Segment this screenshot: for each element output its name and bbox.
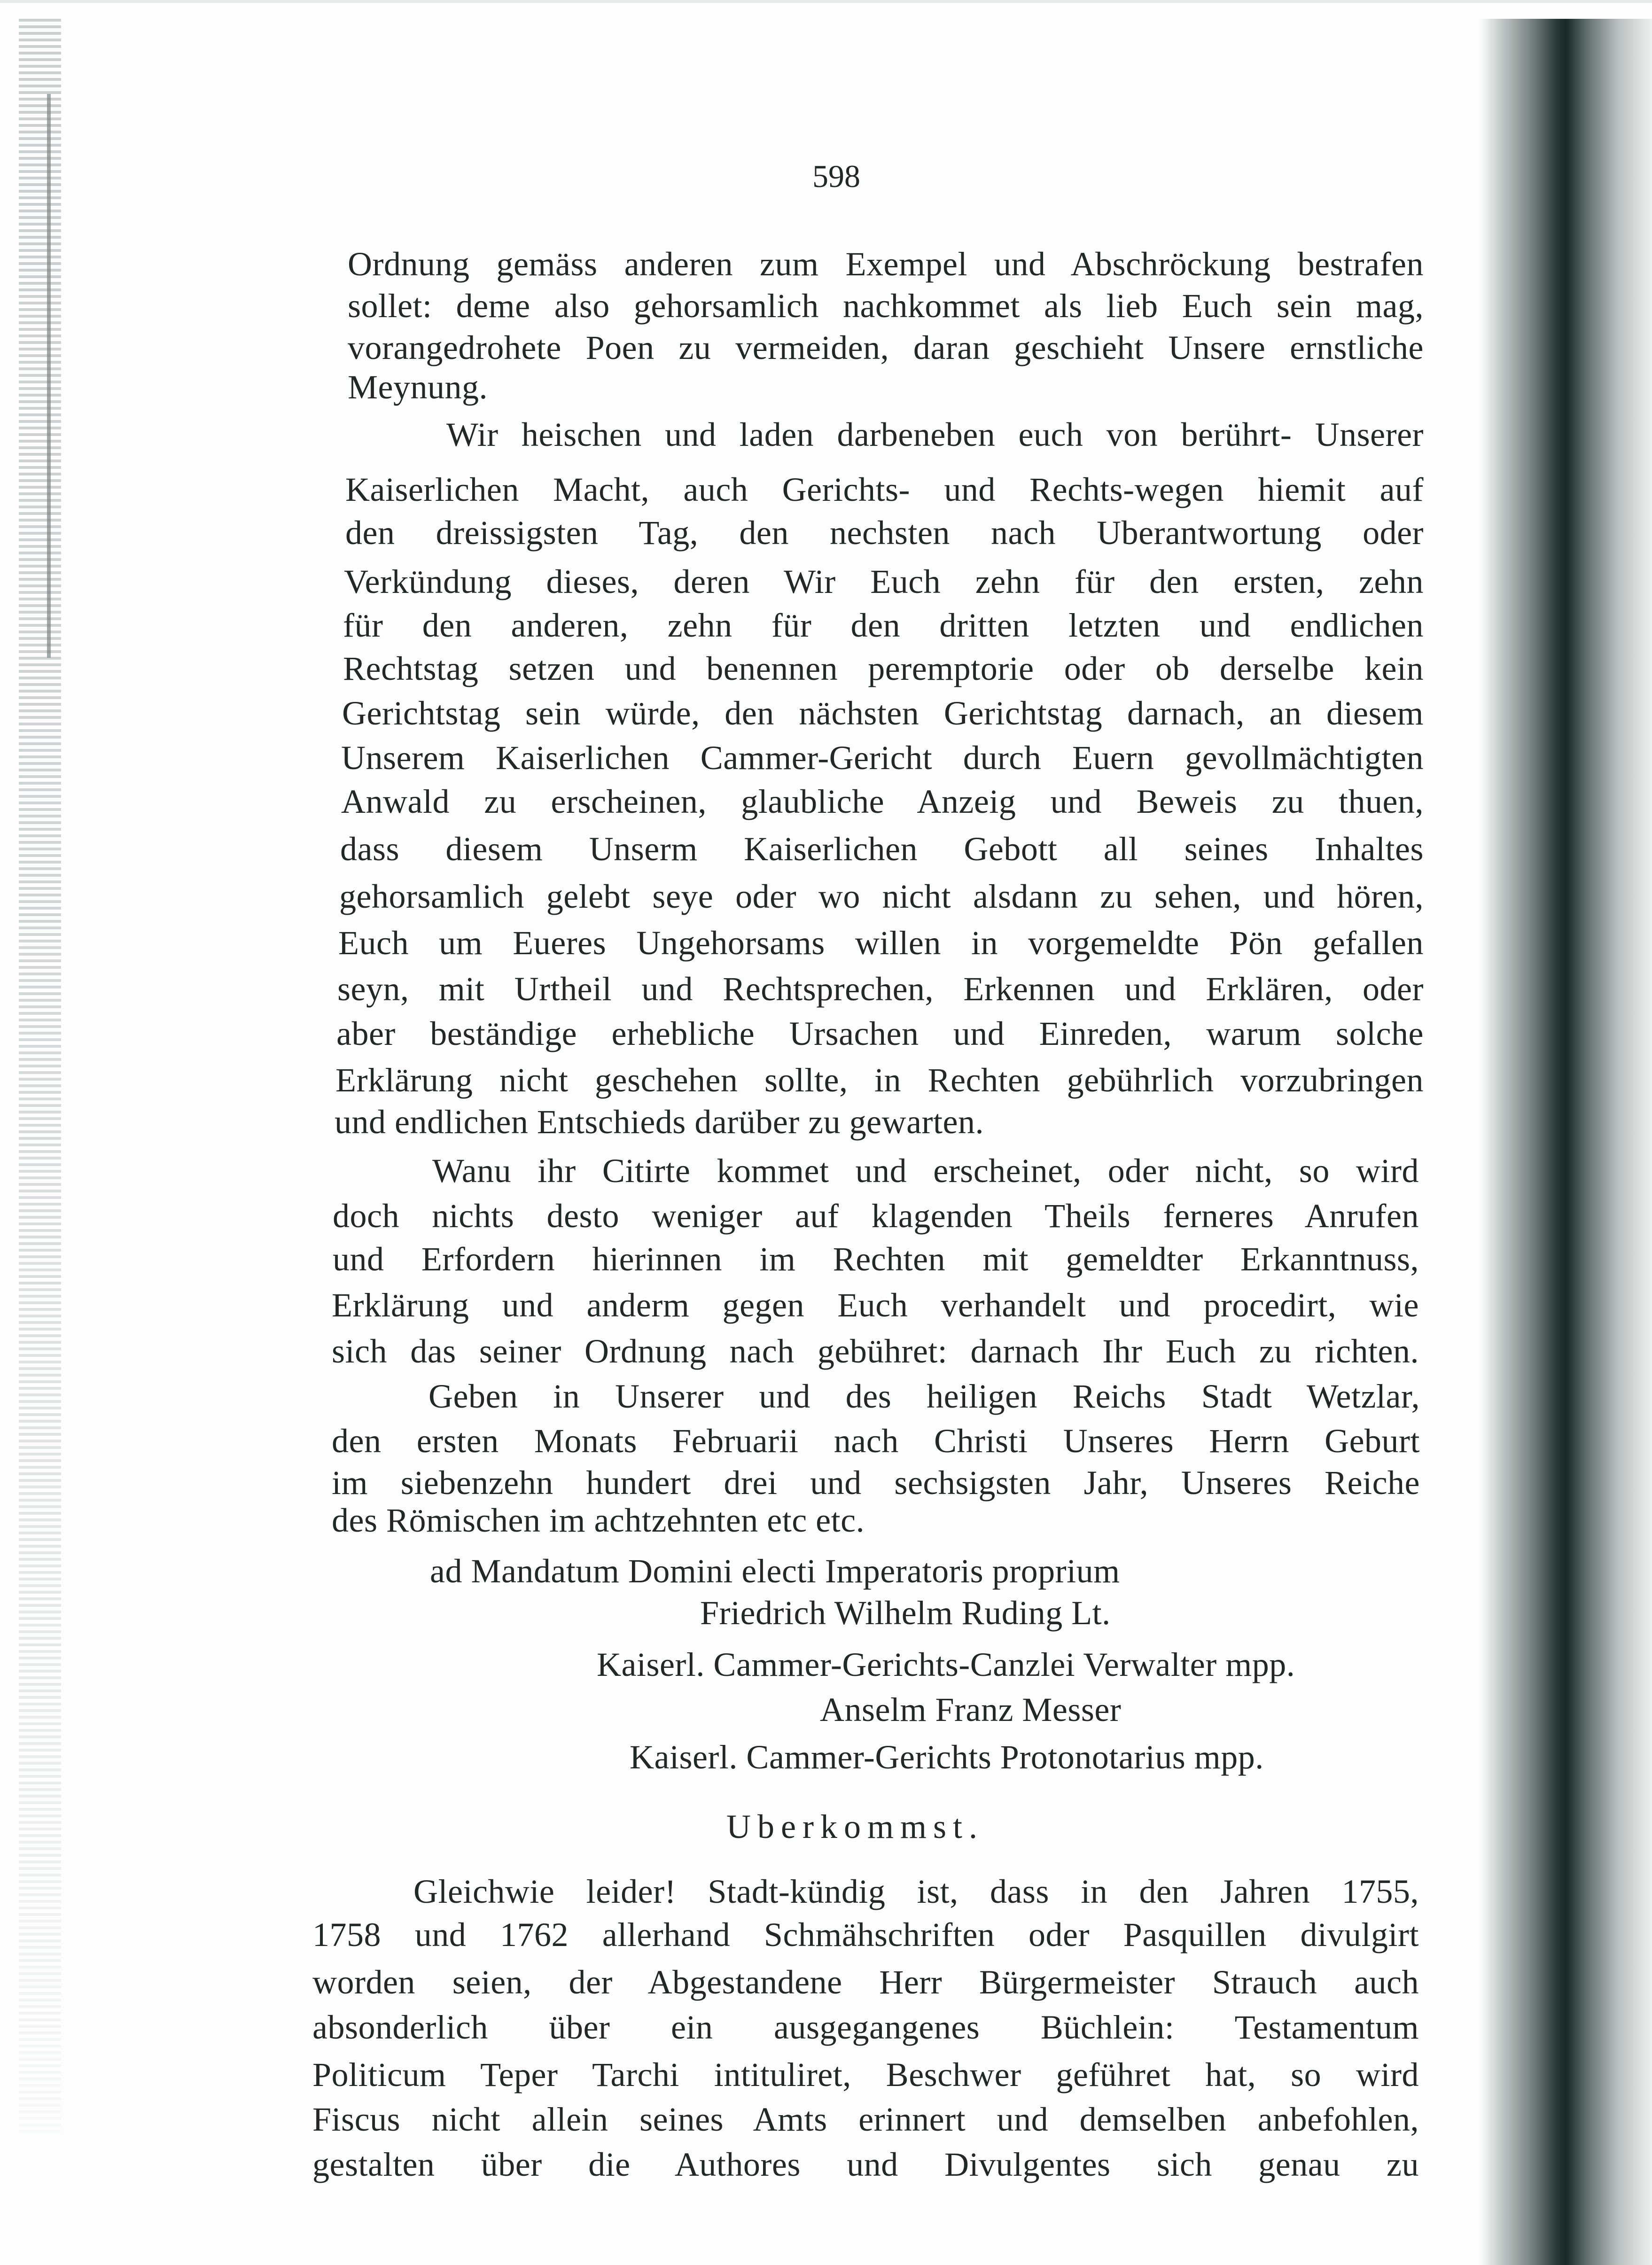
text-line: seyn, mit Urtheil und Rechtsprechen, Erkennen und Erklären, oder <box>337 970 1424 1008</box>
book-spine-shadow <box>1480 19 1652 2265</box>
left-gutter-bleed-through <box>19 19 61 2133</box>
text-line: Kaiserlichen Macht, auch Gerichts- und Rechts-wegen hiemit auf <box>345 471 1424 508</box>
text-line: für den anderen, zehn für den dritten letzten und endlichen <box>343 607 1424 644</box>
page-number: 598 <box>812 158 860 194</box>
text-line: aber beständige erhebliche Ursachen und Einreden, warum solche <box>336 1015 1424 1052</box>
text-line: Anwald zu erscheinen, glaubliche Anzeig und Beweis zu thuen, <box>341 783 1424 820</box>
text-line: absonderlich über ein ausgegangenes Büchlein: Testamentum <box>312 2008 1419 2046</box>
text-line: Gerichtstag sein würde, den nächsten Gerichtstag darnach, an diesem <box>342 694 1424 732</box>
mandate-line: ad Mandatum Domini electi Imperatoris proprium <box>430 1552 1120 1590</box>
signer-2-name: Anselm Franz Messer <box>820 1691 1122 1728</box>
text-line: dass diesem Unserm Kaiserlichen Gebott all seines Inhaltes <box>340 830 1424 868</box>
section-heading: Uberkommst. <box>726 1808 984 1845</box>
text-line: Wir heischen und laden darbeneben euch von berührt- Unserer <box>446 416 1424 453</box>
text-line: Gleichwie leider! Stadt-kündig ist, dass in den Jahren 1755, <box>413 1873 1419 1910</box>
text-line: des Römischen im achtzehnten etc etc. <box>332 1502 865 1539</box>
text-line: vorangedrohete Poen zu vermeiden, daran geschieht Unsere ernstliche <box>348 329 1424 366</box>
left-gutter-line <box>47 94 51 658</box>
text-line: im siebenzehn hundert drei und sechsigsten Jahr, Unseres Reiche <box>332 1464 1420 1502</box>
text-line: den dreissigsten Tag, den nechsten nach Uberantwortung oder <box>345 514 1424 552</box>
text-line: den ersten Monats Februarii nach Christi Unseres Herrn Geburt <box>332 1422 1420 1460</box>
text-line: gehorsamlich gelebt seye oder wo nicht alsdann zu sehen, und hören, <box>339 878 1424 915</box>
signer-1-name: Friedrich Wilhelm Ruding Lt. <box>700 1594 1111 1632</box>
text-line: sich das seiner Ordnung nach gebühret: darnach Ihr Euch zu richten. <box>332 1332 1419 1370</box>
text-line: Wanu ihr Citirte kommet und erscheinet, oder nicht, so wird <box>432 1152 1419 1190</box>
text-line: worden seien, der Abgestandene Herr Bürgermeister Strauch auch <box>312 1963 1419 2001</box>
signer-2-title: Kaiserl. Cammer-Gerichts Protonotarius mpp. <box>630 1738 1264 1776</box>
text-line: gestalten über die Authores und Divulgentes sich genau zu <box>312 2146 1419 2183</box>
signer-1-title: Kaiserl. Cammer-Gerichts-Canzlei Verwalter mpp. <box>597 1646 1295 1683</box>
page-top-edge <box>0 0 1652 3</box>
text-line: Erklärung nicht geschehen sollte, in Rechten gebührlich vorzubringen <box>335 1061 1424 1099</box>
text-line: Euch um Eueres Ungehorsams willen in vorgemeldte Pön gefallen <box>338 924 1424 962</box>
text-line: Ordnung gemäss anderen zum Exempel und Abschröckung bestrafen <box>348 245 1424 283</box>
text-line: Rechtstag setzen und benennen peremptorie oder ob derselbe kein <box>343 650 1424 687</box>
text-line: Meynung. <box>348 368 488 406</box>
text-line: Unserem Kaiserlichen Cammer-Gericht durch Euern gevollmächtigten <box>341 739 1424 777</box>
text-line: und Erfordern hierinnen im Rechten mit gemeldter Erkanntnuss, <box>333 1240 1419 1278</box>
text-line: Fiscus nicht allein seines Amts erinnert und demselben anbefohlen, <box>312 2101 1419 2138</box>
text-line: und endlichen Entschieds darüber zu gewarten. <box>335 1103 984 1141</box>
text-line: Erklärung und anderm gegen Euch verhandelt und procedirt, wie <box>332 1286 1419 1324</box>
text-line: doch nichts desto weniger auf klagenden Theils ferneres Anrufen <box>333 1197 1419 1235</box>
text-line: Politicum Teper Tarchi intituliret, Beschwer geführet hat, so wird <box>312 2056 1419 2094</box>
text-line: Verkündung dieses, deren Wir Euch zehn für den ersten, zehn <box>344 563 1424 600</box>
text-line: 1758 und 1762 allerhand Schmähschriften oder Pasquillen divulgirt <box>312 1916 1419 1954</box>
text-line: Geben in Unserer und des heiligen Reichs Stadt Wetzlar, <box>429 1378 1420 1415</box>
text-line: sollet: deme also gehorsamlich nachkommet als lieb Euch sein mag, <box>348 287 1424 325</box>
